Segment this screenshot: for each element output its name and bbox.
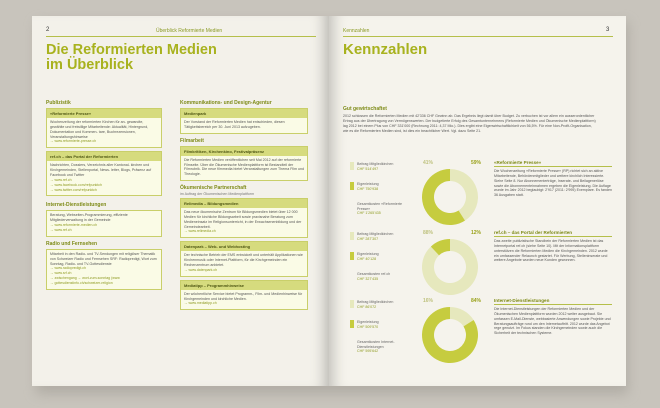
intro-text: 2012 schlossen die Reformierten Medien mit 42'336 CHF Gewinn ab. Das Ergebnis liegt damit über Budget. Zu verbuchen ist vor allem ein ausserordentlicher Ertrag aus der Übertragung von Vermögenswerten. Der budgetierte Erfolg des Gesamtunternehmens (Reformierte Medien und Ökumenische Medienplattform) lag 2012 bei einem Plus von CHF 331'000 (Rechnung 2011: 4,37 Mio.). Dies ergibt eine Eigenwirtschaftlichkeit von 56,5%. Für eine Non-Profit-Organisation, wie es die Reformierten Medien sind, ist dies ein beachtlicher Wert. Vgl. dazu Seite 21. [343,114,596,133]
link-reformierte-medien[interactable]: → www.reformierte-medien.ch [50,223,98,228]
left-column [46,100,162,293]
box-title: Filmkritiken, Kirchenkino, Festivalpräsenz [181,147,307,156]
swatch-eigen [350,252,354,260]
section-subheading: im Auftrag der Ökumenischen Medienplattform [180,192,255,197]
info-box-relimedia [180,198,308,238]
box-text: Die Reformierten Medien veröffentlichen seit Mai 2012 auf der reformierte Filmseite. Über die Ökumenische Medienplattform ist Bestandteil der Filmrubrik. Die neue filmmedia bietet Veranstaltungen zum Thema Film und Theologie. [184,157,304,177]
label-total-name: Gesamtkosten Internet-Dienstleistungen [357,340,395,349]
chart-title: Internet-Dienstleistungen [494,298,612,305]
percent-eigen: 84% [471,298,482,304]
label-total-value: CHF 595'642 [357,349,379,354]
donut-chart [419,236,481,298]
section-heading: Ökumenische Partnerschaft [180,185,247,192]
link-reformierte-presse[interactable]: → www.reformierte-presse.ch [50,139,97,144]
swatch-eigen [350,320,354,328]
label-beitrag-value: CHF 86'072 [357,304,377,309]
chart-title: «Reformierte Presse» [494,160,612,167]
intro-heading: Gut gewirtschaftet [343,106,387,112]
right-column [180,100,308,313]
percent-eigen: 12% [471,230,482,236]
percent-beitrag: 88% [423,230,434,236]
box-title: Relimedia – Bildungsmedien [181,199,307,208]
label-total [357,202,407,216]
title-line-2: im Überblick [46,57,134,74]
box-text: Nachrichten, Dossiers, Verzeichnis aller Kantonal- kirchen und Kirchgemeinden, Stellenportal, News- letter, Blogs, Präsenz auf Facebook und Twitter [50,163,152,177]
info-box-reformierte-presse [46,108,162,148]
link-relimedia[interactable]: → www.relimedia.ch [184,229,216,234]
chart-description [494,230,612,263]
label-beitrag [357,300,393,309]
box-text: Das neue ökumenische Zentrum für Bildungsmedien bietet über 12 000 Medien für kirchliche Bildungsarbeit sowie praxisnahe Beratung zum Medieneinsatz im Religionsunterricht, in der Erwachsenenbildung und der Gemeindearbeit. [184,210,302,229]
box-title: Mediatipp – Programmhinweise [181,281,307,290]
label-total-value: CHF 327'435 [357,276,379,281]
info-box-medienpark [180,108,308,134]
section-heading: Kommunikations- und Design-Agentur [180,100,272,106]
link-srf[interactable]: → www.srf.ch [50,271,72,276]
label-eigen [357,320,379,329]
box-text: Der Vorstand der Reformierten Medien hat entschieden, diesen Tätigkeitsbereich per 30. Juni 2013 aufzugeben. [184,120,285,129]
link-datenpark[interactable]: → www.datenpark.ch [184,267,218,272]
box-title: ref.ch – das Portal der Reformierten [47,152,161,161]
section-heading: Radio und Fernsehen [46,240,98,247]
info-box-filmkritiken [180,146,308,181]
percent-beitrag: 16% [423,298,434,304]
box-title: Datenpark – Web- und Webhosting [181,242,307,251]
label-eigen [357,252,379,261]
page-title: Kennzahlen [343,41,428,58]
donut-chart [419,304,481,366]
info-box-radio [46,249,162,290]
link-ref-ch[interactable]: → www.ref.ch [50,228,72,233]
header-rule [46,36,316,37]
link-twitter[interactable]: → www.twitter.com/refpunktch [50,187,97,192]
label-total-name: Gesamtkosten «Reformierte Presse» [357,202,402,211]
swatch-beitrag [350,300,354,308]
box-text: Der technische Betrieb der EMS entwickelt und unterhält Applikationen wie Kirchenmusik oder Internet-Plattform, für die Kirchgemeinden ein Rechenzentrum anbietet. [184,253,303,268]
label-beitrag-value: CHF 514'497 [357,166,379,171]
link-ref-ch[interactable]: → www.ref.ch [50,177,72,182]
link-wort-zum-sonntag[interactable]: → zwischengang → wort-zum-sonntag (www [50,276,120,281]
link-facebook[interactable]: → www.facebook.com/refpunktch [50,182,102,187]
box-text: Beratung, Webseiten-Programmierung, effiziente Mitgliederverwaltung in der Gemeinde [50,213,128,223]
section-heading: Filmarbeit [180,137,204,144]
magazine-spread [32,16,626,386]
link-radiopredigt[interactable]: → www.radiopredigt.ch [50,266,86,271]
label-eigen-name: Eigenleistung [357,252,379,256]
label-eigen-value: CHF 40'128 [357,256,377,261]
label-eigen-name: Eigenleistung [357,182,379,186]
label-beitrag-name: Beitrag Mitgliedkirchen [357,162,394,166]
label-eigen-value: CHF 509'570 [357,324,379,329]
label-beitrag-name: Beitrag Mitgliedkirchen [357,300,394,304]
label-beitrag-value: CHF 287'307 [357,236,379,241]
title-line-1: Die Reformierten Medien [46,42,217,58]
box-title: «Reformierte Presse» [47,109,161,118]
left-page-header: Überblick Reformierte Medien [156,28,223,34]
label-total-name: Gesamtkosten ref.ch [357,272,391,276]
link-mediatipp[interactable]: → www.mediatipp.ch [184,301,217,306]
label-eigen [357,182,379,191]
link-gottesdienst[interactable]: → gottesdienstinfo.ch/schweizer-religion [50,281,113,286]
right-page-header: Kennzahlen [343,28,370,34]
label-total [357,340,407,354]
info-box-ref-ch [46,151,162,196]
chart-internet [343,298,613,386]
label-eigen-value: CHF 750'938 [357,186,379,191]
label-total-value: CHF 1'265'435 [357,211,381,216]
percent-beitrag: 41% [423,160,434,166]
chart-description [494,298,612,336]
header-rule [343,36,613,37]
box-text: Wochenzeitung der reformierten Kirchen für an- gewandte, gewählte und freiwillige Mitarbeitende: Aktualität, Hintergrund, Dokumentation und Kommen- tare, Buchrezensionen, Veranstaltungshinweise [50,120,149,139]
slice-beitrag [422,239,478,295]
left-page [32,16,329,386]
chart-title: ref.ch – das Portal der Reformierten [494,230,612,237]
donut-chart [419,166,481,228]
info-box-internet [46,210,162,236]
chart-description-text: Die Internet-Dienstleistungen der Reformierten Medien und der Ökumenischen Medienplattform wurden 2012 weiter ausgebaut. Sie umfassen E-Mail-Dienste, webbasierte Anwendungen sowie Projekte und Beratungsaufträge rund um den Internetauftritt. 2012 wurde das Angebot rege genutzt. Im Fokus standen die Kirchgemeinden sowie auch die Sicherheit der technischen Systeme. [494,307,611,336]
chart-description-text: Das zweite publizistische Standbein der Reformierten Medien ist das Internetportal ref.ch (siehe Seite 10). Mit der Informationsplattform unterstützen die Reformierten Medien die Kirchgemeinden. 2012 wurde ein umfassender Relaunch gestartet. Für Werbung, Stelleninserate und weitere Angebote wurden neue Kunden gewonnen. [494,239,608,263]
swatch-eigen [350,182,354,190]
box-title: Medienpark [181,109,307,118]
box-text: Mitarbeit in den Radio- und TV-Sendungen mit religiöser Thematik von Schweizer Radio und Fernsehen SRF: Radiopredigt, Wort zum Sonntag, Radio- und TV-Gottesdienste [50,251,157,266]
section-heading: Publizistik [46,100,71,106]
page-title [46,43,217,73]
info-box-datenpark [180,241,308,276]
chart-description-text: Die Wochenzeitung «Reformierte Presse» (RP) richtet sich an aktive Mitarbeitende, Behördenmitglieder und weitere kirchlich Interessierte. Siehe Seite 8. Nur Abonnementerträge, Inserate- und Beilagenerlöse sowie die Abonnementeinnahmen ergeben die Eigenleistung. Die Auflage wurde im Jahr 2012 beglaubigt: 2'917 (2011: 2'995) Exemplare. Es fanden 36 Ausgaben statt. [494,169,612,198]
page-number-left: 2 [46,27,50,33]
label-beitrag [357,162,393,171]
section-heading: Internet-Dienstleistungen [46,202,107,209]
label-beitrag-name: Beitrag Mitgliedkirchen [357,232,394,236]
box-text: Der wöchentliche Service bietet Programm-, Film- und Medienhinweise für Kirchgemeinden und kirchliche Medien. [184,291,303,301]
page-number-right: 3 [606,27,610,33]
label-total [357,272,407,281]
label-eigen-name: Eigenleistung [357,320,379,324]
intro-block [343,106,598,133]
label-beitrag [357,232,393,241]
right-page [329,16,626,386]
info-box-mediatipp [180,280,308,311]
percent-eigen: 59% [471,160,482,166]
swatch-beitrag [350,232,354,240]
chart-description [494,160,612,198]
swatch-beitrag [350,162,354,170]
